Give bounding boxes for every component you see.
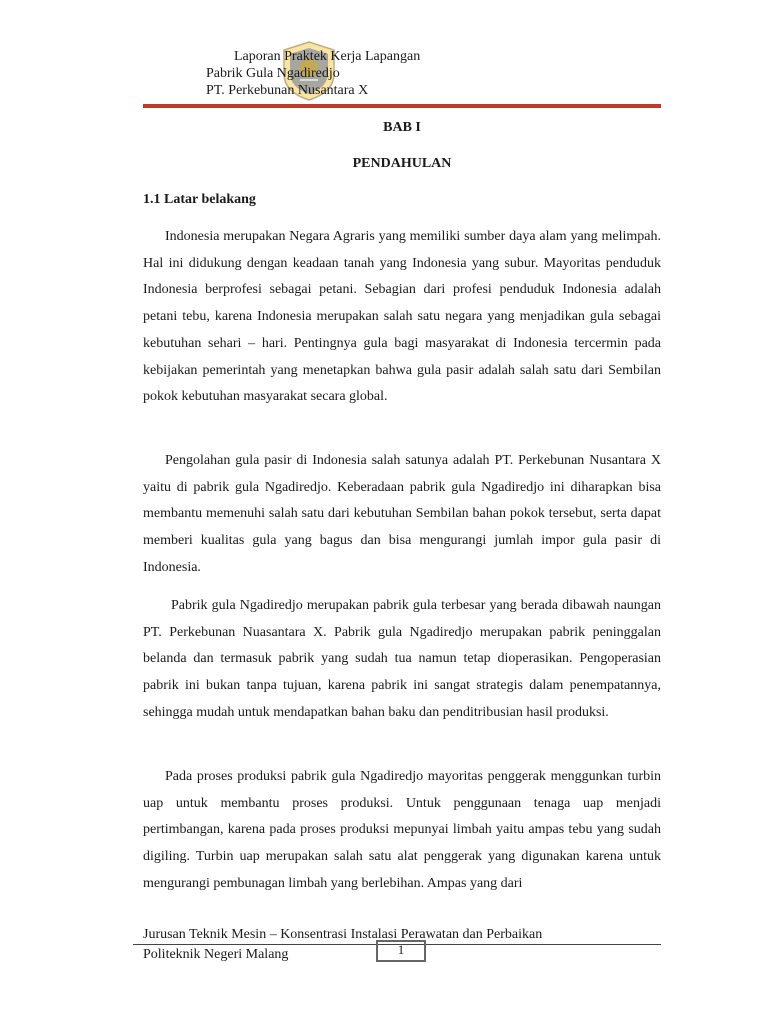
body-paragraph: Pengolahan gula pasir di Indonesia salah satunya adalah PT. Perkebunan Nusantara X yaitu di pabrik gula Ngadiredjo. Keberadaan pabrik gula Ngadiredjo ini diharapkan bisa membantu memenuhi salah satu dari kebutuhan Sembilan bahan pokok tersebut, serta dapat memberi kualitas gula yang bagus dan bisa mengurangi jumlah impor gula pasir di Indonesia. — [143, 453, 661, 575]
header-report-title: Laporan Praktek Kerja Lapangan — [234, 49, 421, 64]
page-number: 1 — [376, 940, 426, 962]
footer-department: Jurusan Teknik Mesin – Konsentrasi Instalasi Perawatan dan Perbaikan — [143, 927, 543, 942]
chapter-number: BAB I — [383, 120, 421, 135]
body-paragraph: Indonesia merupakan Negara Agraris yang memiliki sumber daya alam yang melimpah. Hal ini didukung dengan keadaan tanah yang Indonesia yang subur. Mayoritas penduduk Indonesia berprofesi sebagai petani. Sebagian dari profesi penduduk Indonesia adalah petani tebu, karena Indonesia merupakan salah satu negara yang menjadikan gula sebagai kebutuhan sehari – hari. Pentingnya gula bagi masyarakat di Indonesia tercermin pada kebijakan pemerintah yang menetapkan bahwa gula pasir adalah salah satu dari Sembilan pokok kebutuhan masyarakat secara global. — [143, 229, 661, 405]
body-paragraph: Pabrik gula Ngadiredjo merupakan pabrik gula terbesar yang berada dibawah naungan PT. Perkebunan Nuasantara X. Pabrik gula Ngadiredjo merupakan pabrik peninggalan belanda dan termasuk pabrik yang sudah tua namun tetap dioperasikan. Pengoperasian pabrik ini bukan tanpa tujuan, karena pabrik ini sangat strategis dalam penempatannya, sehingga mudah untuk mendapatkan bahan baku dan penditribusian hasil produksi. — [143, 598, 661, 720]
header-company-name: PT. Perkebunan Nusantara X — [206, 83, 369, 98]
chapter-title: PENDAHULAN — [352, 156, 452, 171]
section-heading: 1.1 Latar belakang — [143, 192, 256, 207]
body-paragraph: Pada proses produksi pabrik gula Ngadiredjo mayoritas penggerak menggunkan turbin uap untuk membantu proses produksi. Untuk penggunaan tenaga uap menjadi pertimbangan, karena pada proses produksi mepunyai limbah yaitu ampas tebu yang sudah digiling. Turbin uap merupakan salah satu alat penggerak yang digunakan karena untuk mengurangi pembunagan limbah yang berlebihan. Ampas yang dari — [143, 769, 661, 891]
header-divider — [143, 104, 661, 108]
footer-institution: Politeknik Negeri Malang — [143, 947, 289, 962]
header-factory-name: Pabrik Gula Ngadiredjo — [206, 66, 340, 81]
